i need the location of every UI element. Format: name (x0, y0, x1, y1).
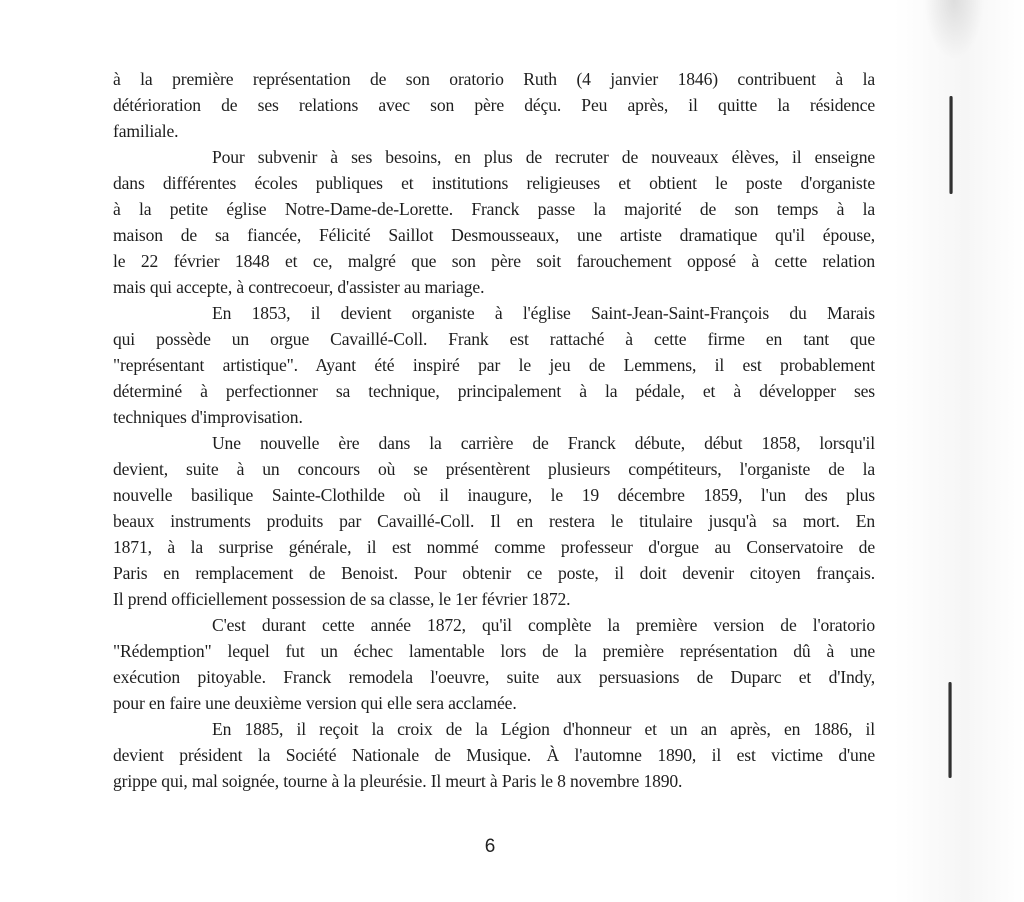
paragraph (113, 612, 875, 716)
page-corner-shadow (924, 0, 984, 60)
paragraph (113, 144, 875, 300)
text-line: mais qui accepte, à contrecoeur, d'assister au mariage. (113, 277, 485, 297)
text-line: qui possède un orgue Cavaillé-Coll. Frank est rattaché à cette firme en tant que (113, 329, 875, 349)
binding-shadow (894, 0, 1024, 902)
paragraph (113, 300, 875, 430)
text-line: Il prend officiellement possession de sa classe, le 1er février 1872. (113, 589, 571, 609)
text-line: pour en faire une deuxième version qui elle sera acclamée. (113, 693, 517, 713)
text-line: devient président la Société Nationale de Musique. À l'automne 1890, il est victime d'une (113, 745, 875, 765)
staple-mark-bottom (948, 682, 952, 778)
text-line: Paris en remplacement de Benoist. Pour obtenir ce poste, il doit devenir citoyen français. (113, 563, 875, 583)
text-line: devient, suite à un concours où se présentèrent plusieurs compétiteurs, l'organiste de la (113, 459, 875, 479)
page-number: 6 (484, 836, 496, 857)
text-line: à la première représentation de son oratorio Ruth (4 janvier 1846) contribuent à la (113, 69, 875, 89)
text-line: nouvelle basilique Sainte-Clothilde où il inaugure, le 19 décembre 1859, l'un des plus (113, 485, 875, 505)
text-line: maison de sa fiancée, Félicité Saillot Desmousseaux, une artiste dramatique qu'il épouse, (113, 225, 875, 245)
text-line: à la petite église Notre-Dame-de-Lorette. Franck passe la majorité de son temps à la (113, 199, 875, 219)
text-line: détérioration de ses relations avec son père déçu. Peu après, il quitte la résidence (113, 95, 875, 115)
text-line: le 22 février 1848 et ce, malgré que son père soit farouchement opposé à cette relation (113, 251, 875, 271)
text-line: déterminé à perfectionner sa technique, principalement à la pédale, et à développer ses (113, 381, 875, 401)
body-text (113, 66, 875, 794)
text-line: C'est durant cette année 1872, qu'il complète la première version de l'oratorio (212, 615, 875, 635)
text-line: 1871, à la surprise générale, il est nommé comme professeur d'orgue au Conservatoire de (113, 537, 875, 557)
text-line: Une nouvelle ère dans la carrière de Franck débute, début 1858, lorsqu'il (212, 433, 875, 453)
text-line: En 1885, il reçoit la croix de la Légion d'honneur et un an après, en 1886, il (212, 719, 875, 739)
text-line: familiale. (113, 121, 179, 141)
text-line: exécution pitoyable. Franck remodela l'oeuvre, suite aux persuasions de Duparc et d'Indy, (113, 667, 875, 687)
text-line: En 1853, il devient organiste à l'église Saint-Jean-Saint-François du Marais (212, 303, 875, 323)
paragraph (113, 716, 875, 794)
staple-mark-top (949, 96, 953, 194)
paragraph (113, 430, 875, 612)
paragraph (113, 66, 875, 144)
text-line: Pour subvenir à ses besoins, en plus de recruter de nouveaux élèves, il enseigne (212, 147, 875, 167)
text-line: grippe qui, mal soignée, tourne à la pleurésie. Il meurt à Paris le 8 novembre 1890. (113, 771, 683, 791)
text-line: "représentant artistique". Ayant été inspiré par le jeu de Lemmens, il est probablement (113, 355, 875, 375)
text-line: beaux instruments produits par Cavaillé-Coll. Il en restera le titulaire jusqu'à sa mort. En (113, 511, 875, 531)
text-line: dans différentes écoles publiques et institutions religieuses et obtient le poste d'organiste (113, 173, 875, 193)
text-line: techniques d'improvisation. (113, 407, 303, 427)
text-line: "Rédemption" lequel fut un échec lamentable lors de la première représentation dû à une (113, 641, 875, 661)
